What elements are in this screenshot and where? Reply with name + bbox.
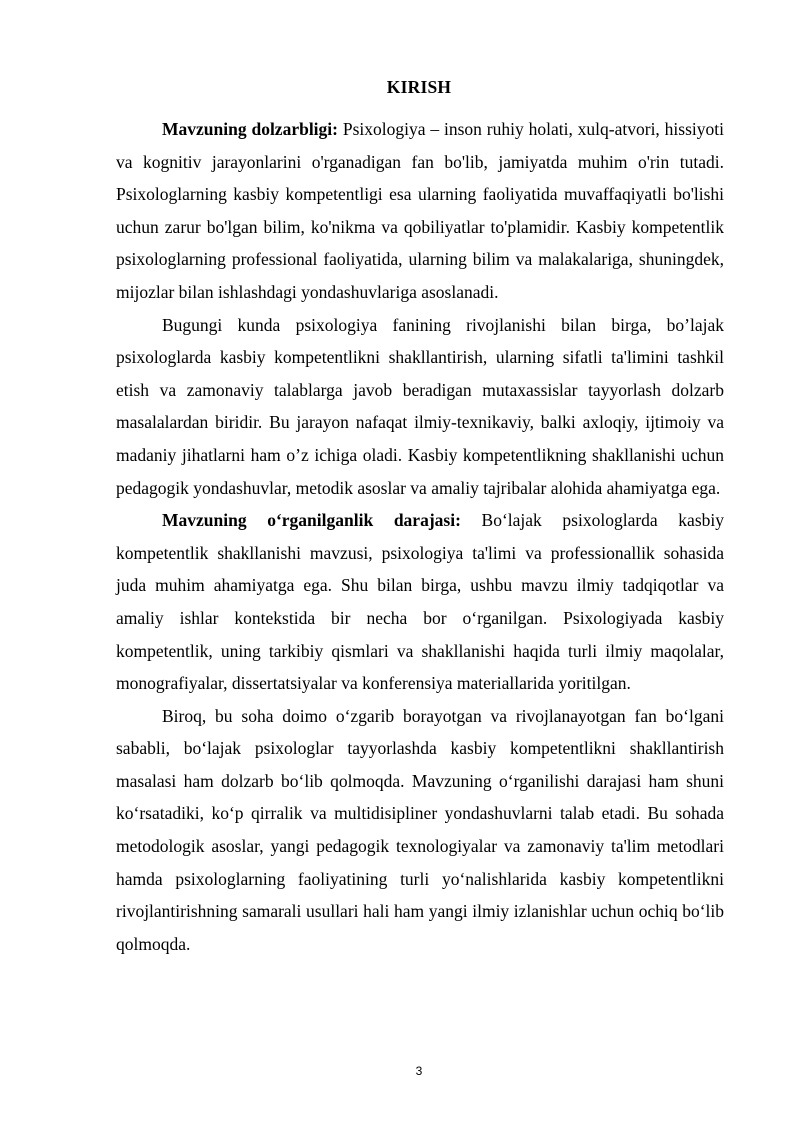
body-text [116,113,724,960]
paragraph-however [116,700,724,961]
paragraph-lead: Mavzuning dolzarbligi: [162,119,338,139]
section-title: KIRISH [386,77,452,97]
paragraph-relevance [116,113,724,309]
paragraph-text: Biroq, bu soha doimo oʻzgarib borayotgan va rivojlanayotgan fan boʻlgani sababli, boʻlajak psixologlar tayyorlashda kasbiy kompetentlikni shakllantirish masalasi ham dolzarb boʻlib qolmoqda. Mavzuning oʻrganilishi darajasi ham shuni koʻrsatadiki, koʻp qirralik va multidisipliner yondashuvlarni talab etadi. Bu sohada metodologik asoslar, yangi pedagogik texnologiyalar va zamonaviy ta'lim metodlari hamda psixologlarning faoliyatining turli yoʻnalishlarida kasbiy kompetentlikni rivojlantirishning samarali usullari hali ham yangi ilmiy izlanishlar uchun ochiq boʻlib qolmoqda. [116,705,724,954]
paragraph-lead: Mavzuning oʻrganilganlik darajasi: [162,510,461,531]
paragraph-text: Boʻlajak psixologlarda kasbiy kompetentlik shakllanishi mavzusi, psixologiya ta'limi va professionallik sohasida juda muhim ahamiyatga ega. Shu bilan birga, ushbu mavzu ilmiy tadqiqotlar va amaliy ishlar kontekstida bir necha bor oʻrganilgan. Psixologiyada kasbiy kompetentlik, uning tarkibiy qismlari va shakllanishi haqida turli ilmiy maqolalar, monografiyalar, dissertatsiyalar va konferensiya materiallarida yoritilgan. [116,510,724,694]
paragraph-text: Psixologiya – inson ruhiy holati, xulq-atvori, hissiyoti va kognitiv jarayonlarini o'rganadigan fan bo'lib, jamiyatda muhim o'rin tutadi. Psixologlarning kasbiy kompetentligi esa ularning faoliyatida muvaffaqiyatli bo'lishi uchun zarur bo'lgan bilim, ko'nikma va qobiliyatlar to'plamidir. Kasbiy kompetentlik psixologlarning professional faoliyatida, ularning bilim va malakalariga, shuningdek, mijozlar bilan ishlashdagi yondashuvlariga asoslanadi. [116,119,724,302]
paragraph-today [116,309,724,505]
paragraph-study-level [116,504,724,700]
page-number: 3 [415,1064,423,1078]
paragraph-text: Bugungi kunda psixologiya fanining rivojlanishi bilan birga, bo’lajak psixologlarda kasbiy kompetentlikni shakllantirish, ularning sifatli ta'limini tashkil etish va zamonaviy talablarga javob beradigan mutaxassislar tayyorlash dolzarb masalalardan biridir. Bu jarayon nafaqat ilmiy-texnikaviy, balki axloqiy, ijtimoiy va madaniy jihatlarni ham o’z ichiga oladi. Kasbiy kompetentlikning shakllanishi uchun pedagogik yondashuvlar, metodik asoslar va amaliy tajribalar alohida ahamiyatga ega. [116,314,724,498]
